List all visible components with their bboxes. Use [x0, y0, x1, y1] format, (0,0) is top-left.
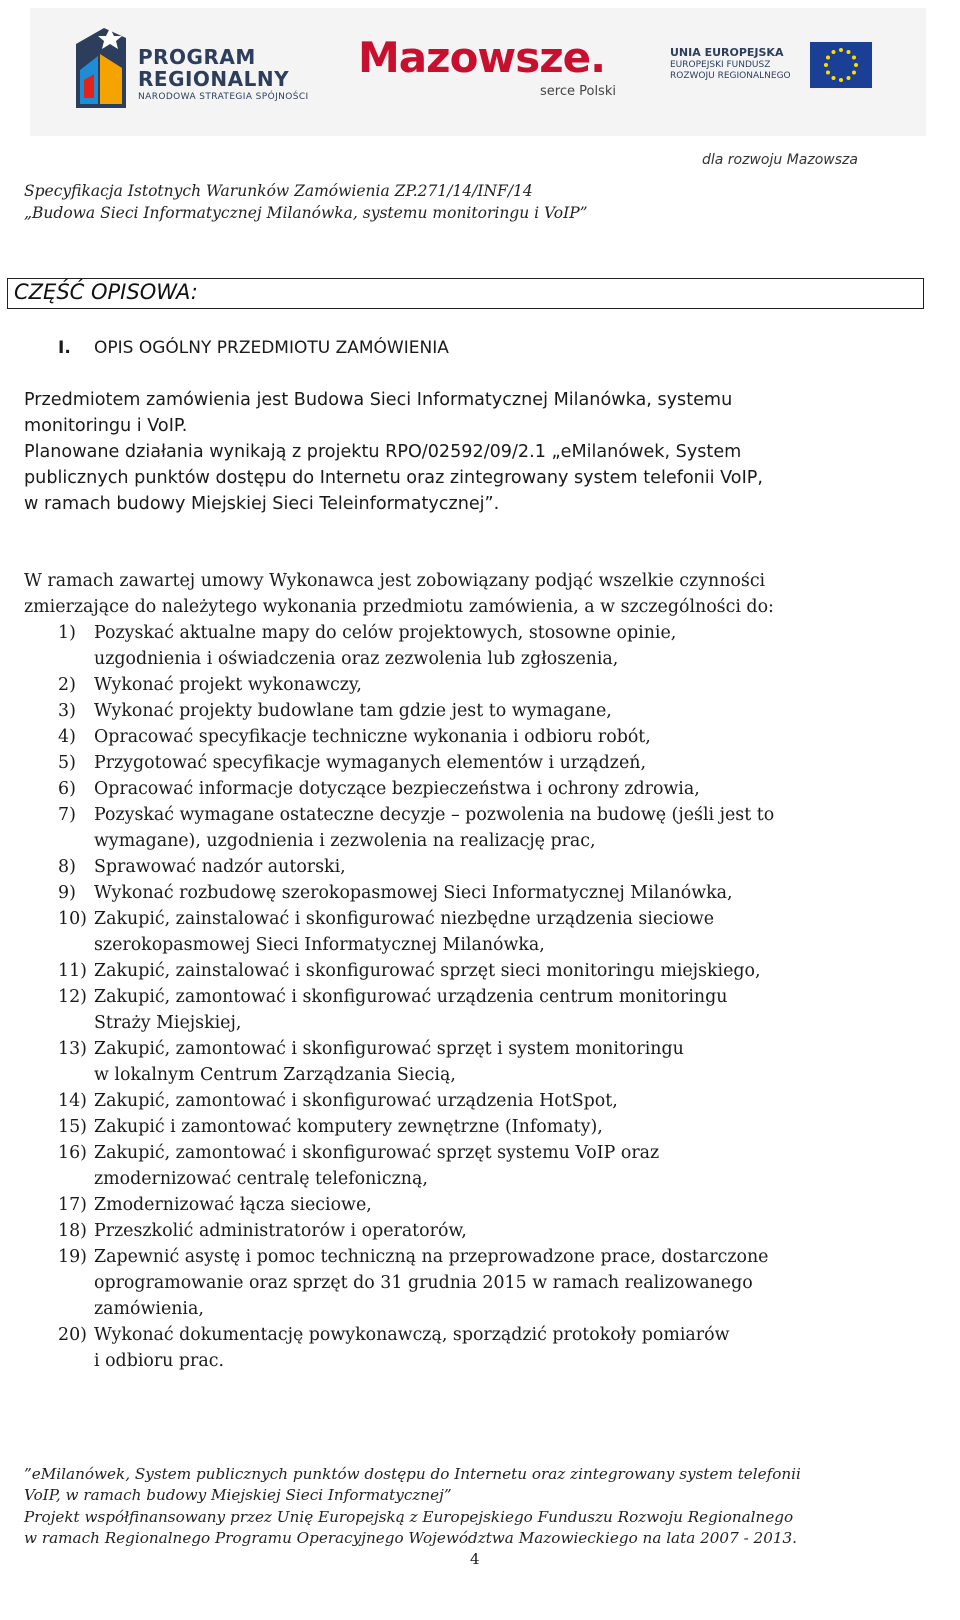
list-item-text: szerokopasmowej Sieci Informatycznej Milanówka,	[94, 935, 545, 955]
list-item-number: 7)	[58, 805, 76, 825]
footer-line: ”eMilanówek, System publicznych punktów dostępu do Internetu oraz zintegrowany system telefonii	[24, 1465, 801, 1483]
list-item-number: 2)	[58, 675, 76, 695]
footer-line: w ramach Regionalnego Programu Operacyjnego Województwa Mazowieckiego na lata 2007 - 2013.	[24, 1529, 798, 1547]
header-line-1: Specyfikacja Istotnych Warunków Zamówienia ZP.271/14/INF/14	[24, 182, 533, 200]
list-item-text: Straży Miejskiej,	[94, 1013, 242, 1033]
header-line-2: „Budowa Sieci Informatycznej Milanówka, systemu monitoringu i VoIP”	[24, 204, 588, 222]
list-item-text: Wykonać projekty budowlane tam gdzie jest to wymagane,	[94, 701, 612, 721]
body-line: W ramach zawartej umowy Wykonawca jest zobowiązany podjąć wszelkie czynności	[24, 571, 766, 591]
pr-line2: REGIONALNY	[138, 67, 290, 91]
list-item-text: Wykonać projekt wykonawczy,	[94, 675, 362, 695]
list-item-text: Zakupić, zamontować i skonfigurować urządzenia centrum monitoringu	[94, 987, 728, 1007]
program-regionalny-logo-icon	[70, 24, 136, 110]
pr-line1: PROGRAM	[138, 45, 256, 69]
body-line: zmierzające do należytego wykonania przedmiotu zamówienia, a w szczególności do:	[24, 597, 774, 617]
intro-line: publicznych punktów dostępu do Internetu oraz zintegrowany system telefonii VoIP,	[24, 468, 763, 488]
list-item-text: oprogramowanie oraz sprzęt do 31 grudnia 2015 w ramach realizowanego	[94, 1273, 753, 1293]
list-item-number: 19)	[58, 1247, 87, 1267]
list-item-text: Przygotować specyfikacje wymaganych elementów i urządzeń,	[94, 753, 646, 773]
list-item-text: Zakupić, zamontować i skonfigurować sprzęt i system monitoringu	[94, 1039, 684, 1059]
list-item-number: 20)	[58, 1325, 87, 1345]
list-item-number: 3)	[58, 701, 76, 721]
list-item-number: 4)	[58, 727, 76, 747]
eu-line2: EUROPEJSKI FUNDUSZ	[670, 60, 771, 70]
list-item-number: 11)	[58, 961, 87, 981]
section-number: I.	[58, 338, 71, 358]
list-item-text: wymagane), uzgodnienia i zezwolenia na realizację prac,	[94, 831, 596, 851]
list-item-number: 9)	[58, 883, 76, 903]
list-item-number: 1)	[58, 623, 76, 643]
list-item-number: 17)	[58, 1195, 87, 1215]
list-item-text: Zmodernizować łącza sieciowe,	[94, 1195, 372, 1215]
list-item-text: Sprawować nadzór autorski,	[94, 857, 346, 877]
list-item-text: zmodernizować centralę telefoniczną,	[94, 1169, 428, 1189]
list-item-text: Pozyskać aktualne mapy do celów projektowych, stosowne opinie,	[94, 623, 677, 643]
list-item-text: Przeszkolić administratorów i operatorów,	[94, 1221, 467, 1241]
list-item-number: 5)	[58, 753, 76, 773]
page-number: 4	[470, 1550, 480, 1568]
list-item-text: w lokalnym Centrum Zarządzania Siecią,	[94, 1065, 456, 1085]
list-item-text: Zakupić, zamontować i skonfigurować urządzenia HotSpot,	[94, 1091, 618, 1111]
list-item-text: Zapewnić asystę i pomoc techniczną na przeprowadzone prace, dostarczone	[94, 1247, 769, 1267]
list-item-number: 15)	[58, 1117, 87, 1137]
list-item-text: Wykonać dokumentację powykonawczą, sporządzić protokoły pomiarów	[94, 1325, 730, 1345]
list-item-text: Zakupić, zamontować i skonfigurować sprzęt systemu VoIP oraz	[94, 1143, 660, 1163]
list-item-number: 6)	[58, 779, 76, 799]
list-item-text: zamówienia,	[94, 1299, 204, 1319]
intro-line: Planowane działania wynikają z projektu RPO/02592/09/2.1 „eMilanówek, System	[24, 442, 742, 462]
section-heading: OPIS OGÓLNY PRZEDMIOTU ZAMÓWIENIA	[94, 338, 449, 358]
list-item-number: 13)	[58, 1039, 87, 1059]
list-item-text: Zakupić, zainstalować i skonfigurować niezbędne urządzenia sieciowe	[94, 909, 715, 929]
list-item-number: 16)	[58, 1143, 87, 1163]
intro-line: monitoringu i VoIP.	[24, 416, 188, 436]
eu-line1: UNIA EUROPEJSKA	[670, 46, 784, 59]
list-item-number: 8)	[58, 857, 76, 877]
list-item-text: i odbioru prac.	[94, 1351, 224, 1371]
list-item-number: 14)	[58, 1091, 87, 1111]
tagline: dla rozwoju Mazowsza	[702, 152, 858, 168]
list-item-number: 12)	[58, 987, 87, 1007]
list-item-text: Zakupić i zamontować komputery zewnętrzne (Infomaty),	[94, 1117, 603, 1137]
list-item-text: Opracować specyfikacje techniczne wykonania i odbioru robót,	[94, 727, 651, 747]
mazowsze-logo-subtitle: serce Polski	[540, 84, 616, 99]
intro-line: Przedmiotem zamówienia jest Budowa Sieci Informatycznej Milanówka, systemu	[24, 390, 733, 410]
list-item-number: 10)	[58, 909, 87, 929]
footer-line: Projekt współfinansowany przez Unię Europejską z Europejskiego Funduszu Rozwoju Regionalnego	[24, 1508, 794, 1526]
eu-flag-icon	[810, 42, 872, 88]
mazowsze-logo-title: Mazowsze.	[358, 33, 606, 82]
list-item-text: uzgodnienia i oświadczenia oraz zezwolenia lub zgłoszenia,	[94, 649, 619, 669]
list-item-text: Zakupić, zainstalować i skonfigurować sprzęt sieci monitoringu miejskiego,	[94, 961, 761, 981]
intro-line: w ramach budowy Miejskiej Sieci Teleinformatycznej”.	[24, 494, 500, 514]
list-item-text: Pozyskać wymagane ostateczne decyzje – pozwolenia na budowę (jeśli jest to	[94, 805, 775, 825]
footer-line: VoIP, w ramach budowy Miejskiej Sieci Informatycznej”	[24, 1486, 452, 1504]
section-title: CZĘŚĆ OPISOWA:	[14, 280, 198, 304]
list-item-text: Wykonać rozbudowę szerokopasmowej Sieci Informatycznej Milanówka,	[94, 883, 733, 903]
pr-line3: NARODOWA STRATEGIA SPÓJNOŚCI	[138, 92, 309, 102]
list-item-number: 18)	[58, 1221, 87, 1241]
list-item-text: Opracować informacje dotyczące bezpieczeństwa i ochrony zdrowia,	[94, 779, 700, 799]
eu-line3: ROZWOJU REGIONALNEGO	[670, 71, 791, 81]
